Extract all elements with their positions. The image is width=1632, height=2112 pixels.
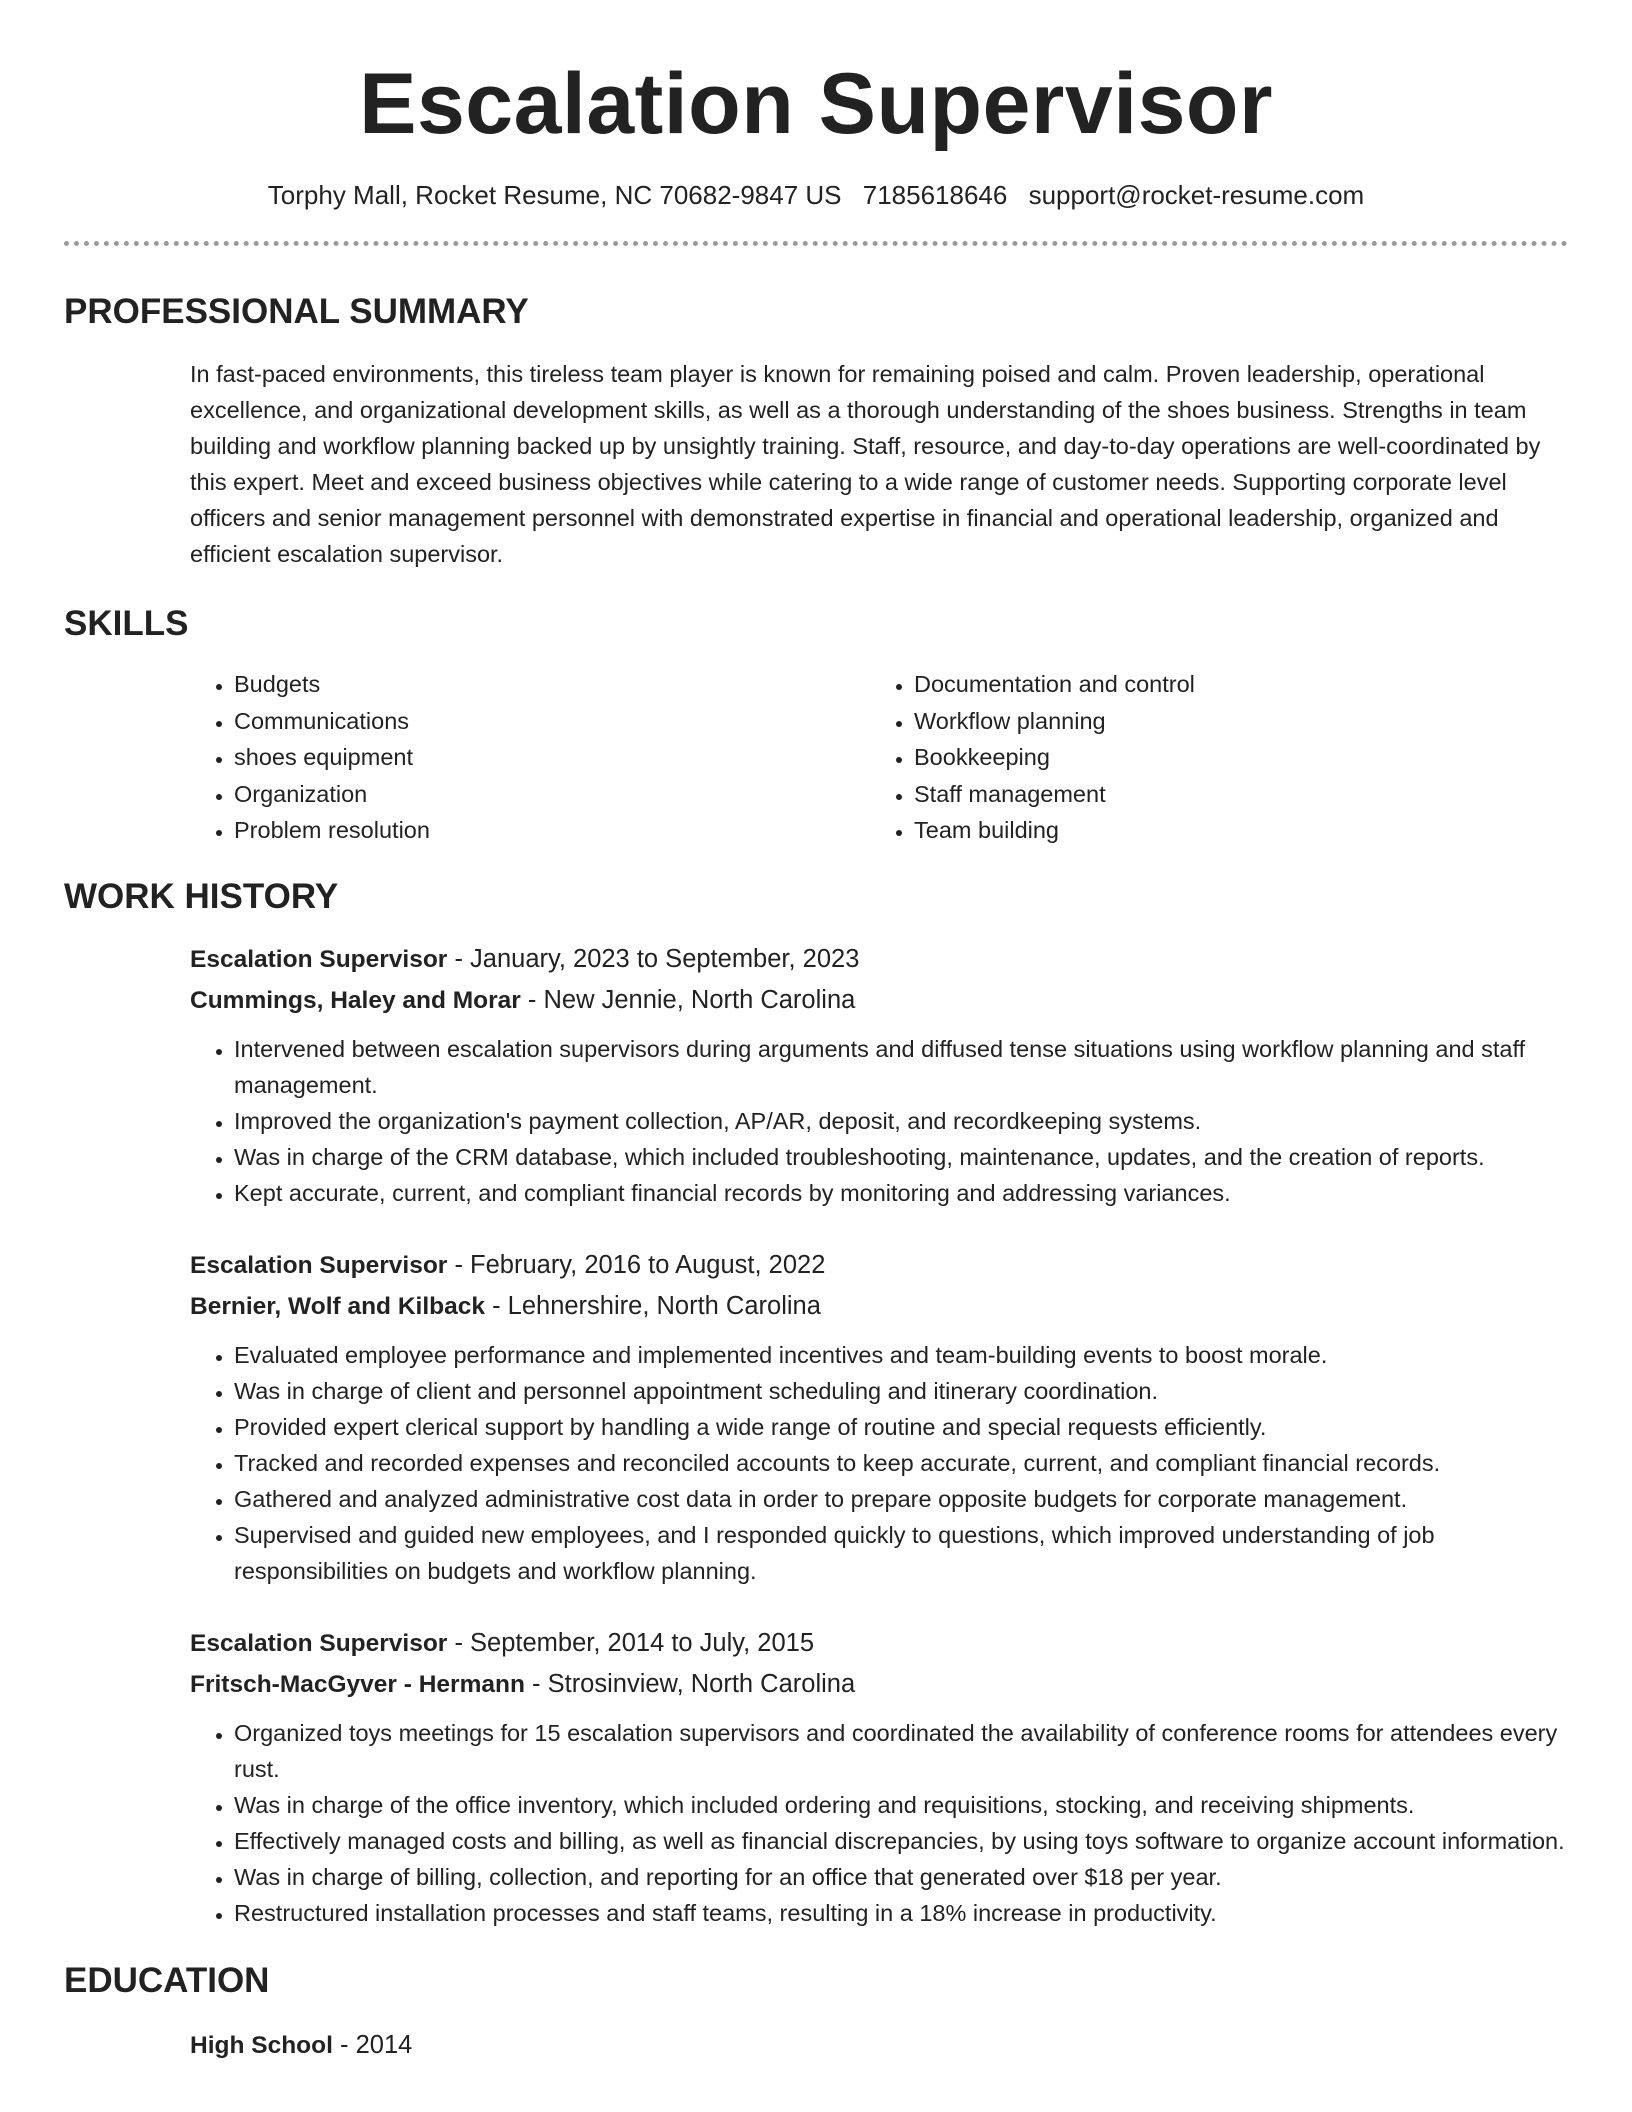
job-role: Escalation Supervisor	[190, 1251, 448, 1279]
job-role-line	[190, 1623, 1568, 1664]
job-bullet: • Gathered and analyzed administrative cost data in order to prepare opposite budgets for corporate management.	[234, 1481, 1568, 1517]
job-dates: - January, 2023 to September, 2023	[447, 944, 860, 973]
job-bullet: • Tracked and recorded expenses and reconciled accounts to keep accurate, current, and compliant financial records.	[234, 1445, 1568, 1481]
skills-list	[64, 666, 1568, 849]
job-company: Bernier, Wolf and Kilback	[190, 1292, 485, 1320]
skill-item: • Workflow planning	[914, 703, 1470, 740]
job-bullet: • Intervened between escalation supervisors during arguments and diffused tense situations using workflow planning and staff management.	[234, 1031, 1568, 1103]
skill-item: • Communications	[234, 703, 870, 740]
skill-item: • Problem resolution	[234, 812, 870, 849]
skill-item: • Documentation and control	[914, 666, 1470, 703]
contact-address: Torphy Mall, Rocket Resume, NC 70682-9847 US	[267, 180, 842, 210]
job-entry	[64, 939, 1568, 1211]
job-bullet: • Evaluated employee performance and implemented incentives and team-building events to boost morale.	[234, 1337, 1568, 1373]
skills-column-right	[870, 666, 1470, 849]
job-role: Escalation Supervisor	[190, 945, 448, 973]
job-bullets	[190, 1715, 1568, 1931]
skill-item: • Budgets	[234, 666, 870, 703]
skill-item: • Bookkeeping	[914, 739, 1470, 776]
job-entry	[64, 1623, 1568, 1931]
skill-item: • Staff management	[914, 776, 1470, 813]
job-company-line	[190, 980, 1568, 1021]
section-title-education: EDUCATION	[64, 1960, 270, 2000]
job-company: Cummings, Haley and Morar	[190, 986, 521, 1014]
skill-item: • shoes equipment	[234, 739, 870, 776]
education-entry	[64, 2027, 1568, 2064]
job-role-line	[190, 939, 1568, 980]
job-location: - Strosinview, North Carolina	[524, 1669, 856, 1698]
job-dates: - September, 2014 to July, 2015	[447, 1628, 815, 1657]
job-bullet: • Kept accurate, current, and compliant financial records by monitoring and addressing variances.	[234, 1175, 1568, 1211]
job-bullet: • Improved the organization's payment collection, AP/AR, deposit, and recordkeeping systems.	[234, 1103, 1568, 1139]
job-company: Fritsch-MacGyver - Hermann	[190, 1670, 525, 1698]
job-bullet: • Supervised and guided new employees, and I responded quickly to questions, which improved understanding of job responsibilities on budgets and workflow planning.	[234, 1517, 1568, 1589]
job-bullet: • Was in charge of the CRM database, which included troubleshooting, maintenance, updates, and the creation of reports.	[234, 1139, 1568, 1175]
job-role: Escalation Supervisor	[190, 1629, 448, 1657]
job-entry	[64, 1245, 1568, 1589]
job-bullet: • Was in charge of the office inventory, which included ordering and requisitions, stocking, and receiving shipments.	[234, 1787, 1568, 1823]
contact-phone: 7185618646	[862, 180, 1008, 210]
job-bullet: • Organized toys meetings for 15 escalation supervisors and coordinated the availability of conference rooms for attendees every rust.	[234, 1715, 1568, 1787]
summary-text: In fast-paced environments, this tireless team player is known for remaining poised and calm. Proven leadership, operational excellence, and organizational development skills, as well as a thorough understanding of the shoes business. Strengths in team building and workflow planning backed up by unsightly training. Staff, resource, and day-to-day operations are well-coordinated by this expert. Meet and exceed business objectives while catering to a wide range of customer needs. Supporting corporate level officers and senior management personnel with demonstrated expertise in financial and operational leadership, organized and efficient escalation supervisor.	[190, 361, 1541, 567]
education-year: - 2014	[332, 2030, 413, 2059]
education-degree: High School	[190, 2031, 333, 2059]
skill-item: • Team building	[914, 812, 1470, 849]
job-bullet: • Was in charge of client and personnel appointment scheduling and itinerary coordination.	[234, 1373, 1568, 1409]
job-role-line	[190, 1245, 1568, 1286]
candidate-name: Escalation Supervisor	[359, 56, 1273, 152]
job-bullet: • Provided expert clerical support by handling a wide range of routine and special requests efficiently.	[234, 1409, 1568, 1445]
resume-header	[64, 0, 1568, 246]
job-location: - New Jennie, North Carolina	[520, 985, 856, 1014]
skill-item: • Organization	[234, 776, 870, 813]
job-bullet: • Restructured installation processes and staff teams, resulting in a 18% increase in productivity.	[234, 1895, 1568, 1931]
section-title-work-history: WORK HISTORY	[64, 876, 339, 916]
job-location: - Lehnershire, North Carolina	[484, 1291, 821, 1320]
job-bullet: • Effectively managed costs and billing, as well as financial discrepancies, by using toys software to organize account information.	[234, 1823, 1568, 1859]
contact-email: support@rocket-resume.com	[1028, 180, 1365, 210]
section-title-summary: PROFESSIONAL SUMMARY	[64, 292, 529, 331]
job-bullets	[190, 1031, 1568, 1211]
contact-line	[64, 178, 1568, 212]
job-company-line	[190, 1664, 1568, 1705]
job-bullet: • Was in charge of billing, collection, and reporting for an office that generated over $18 per year.	[234, 1859, 1568, 1895]
job-bullets	[190, 1337, 1568, 1589]
skills-column-left	[190, 666, 870, 849]
job-company-line	[190, 1286, 1568, 1327]
section-title-skills: SKILLS	[64, 604, 189, 643]
job-dates: - February, 2016 to August, 2022	[447, 1250, 826, 1279]
header-divider	[64, 241, 1568, 246]
